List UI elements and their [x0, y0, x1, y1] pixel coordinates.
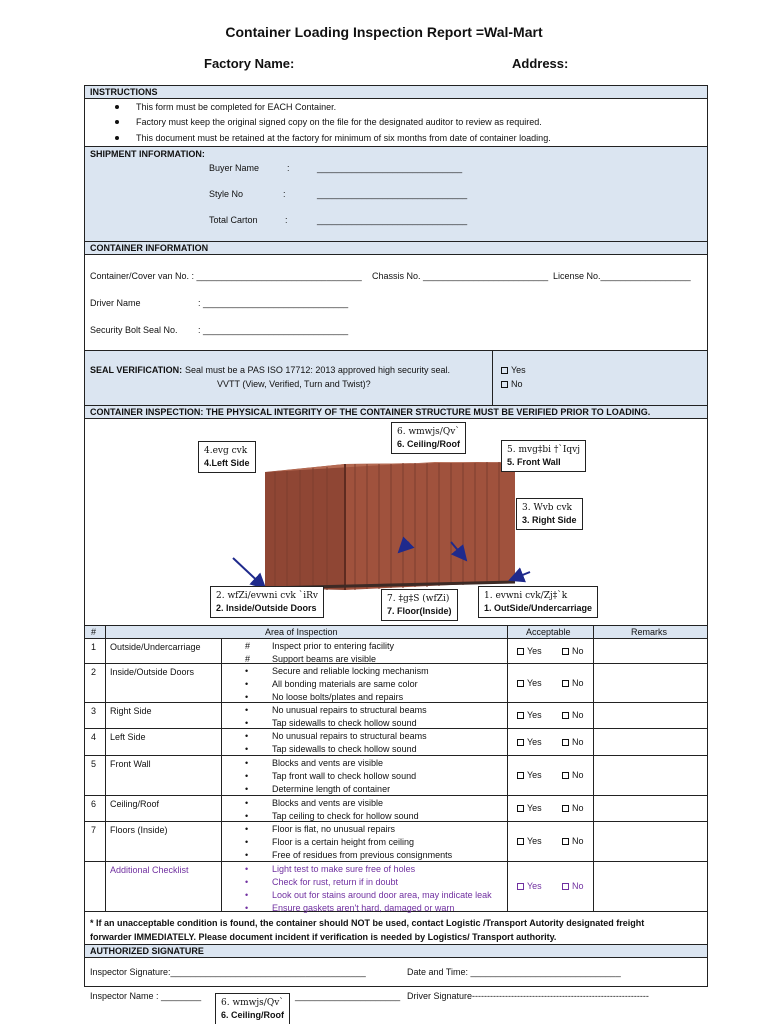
item-marker: •: [245, 758, 249, 768]
row-number: 3: [91, 706, 97, 716]
item-marker: •: [245, 811, 249, 821]
note-line-2: forwarder IMMEDIATELY. Please document incident if verification is needed by Logistics/ Transport authority.: [90, 932, 557, 942]
inspector-name-line[interactable]: _____________________: [295, 991, 401, 1001]
total-carton-field[interactable]: ______________________________: [317, 215, 468, 225]
inspection-item: Tap front wall to check hollow sound: [272, 771, 417, 781]
overlay-callout-ceiling-roof: 6. wmwjs/Qv` 6. Ceiling/Roof: [215, 993, 290, 1024]
acceptable-no-checkbox[interactable]: No: [562, 803, 584, 813]
report-title: Container Loading Inspection Report =Wal-Mart: [225, 24, 543, 40]
remarks-cell[interactable]: [594, 664, 707, 703]
remarks-cell[interactable]: [594, 729, 707, 756]
item-marker: •: [245, 877, 249, 887]
inspection-item: Check for rust, return if in doubt: [272, 877, 399, 887]
inspection-item: Blocks and vents are visible: [272, 798, 384, 808]
field-colon: :: [285, 215, 288, 225]
row-area: Left Side: [110, 732, 146, 742]
inspection-band: [85, 406, 707, 419]
buyer-name-field[interactable]: _____________________________: [317, 163, 463, 173]
acceptable-yes-checkbox[interactable]: Yes: [517, 836, 542, 846]
table-row: [85, 703, 707, 729]
row-area: Outside/Undercarriage: [110, 642, 201, 652]
callout-left-side: 4.evg cvk 4.Left Side: [198, 441, 256, 473]
instruction-item: Factory must keep the original signed copy on the file for the designated auditor to review as required.: [136, 117, 542, 127]
address-label: Address:: [512, 56, 569, 71]
inspection-item: Tap ceiling to check for hollow sound: [272, 811, 419, 821]
inspection-item: Tap sidewalls to check hollow sound: [272, 744, 417, 754]
signature-band: [85, 944, 707, 958]
table-row: [85, 664, 707, 703]
total-carton-label: Total Carton: [209, 215, 258, 225]
bullet: [115, 120, 119, 124]
acceptable-no-checkbox[interactable]: No: [562, 646, 584, 656]
seal-section: [85, 351, 707, 406]
security-bolt-label: Security Bolt Seal No.: [90, 325, 178, 335]
chassis-field[interactable]: Chassis No. _________________________: [372, 271, 549, 281]
acceptable-no-checkbox[interactable]: No: [562, 678, 584, 688]
acceptable-no-checkbox[interactable]: No: [562, 710, 584, 720]
row-number: 5: [91, 759, 97, 769]
inspection-item: Tap sidewalls to check hollow sound: [272, 718, 417, 728]
driver-signature-field[interactable]: Driver Signature-----------------------------------------------------------: [407, 991, 649, 1001]
field-colon: :: [283, 189, 286, 199]
row-area: Right Side: [110, 706, 152, 716]
item-marker: •: [245, 837, 249, 847]
table-row: [85, 756, 707, 796]
remarks-cell[interactable]: [594, 796, 707, 822]
callout-ceiling-roof: 6. wmwjs/Qv` 6. Ceiling/Roof: [391, 422, 466, 454]
driver-name-label: Driver Name: [90, 298, 141, 308]
acceptable-no-checkbox[interactable]: No: [562, 770, 584, 780]
acceptable-yes-checkbox[interactable]: Yes: [517, 770, 542, 780]
instructions-title: INSTRUCTIONS: [90, 87, 158, 97]
row-number: 4: [91, 732, 97, 742]
item-marker: •: [245, 666, 249, 676]
security-bolt-field[interactable]: : _____________________________: [198, 325, 349, 335]
item-marker: •: [245, 903, 249, 913]
row-number: 2: [91, 667, 97, 677]
row-number: 6: [91, 799, 97, 809]
item-marker: •: [245, 705, 249, 715]
acceptable-yes-checkbox[interactable]: Yes: [517, 710, 542, 720]
seal-label: SEAL VERIFICATION:: [90, 365, 183, 375]
item-marker: #: [245, 654, 251, 664]
acceptable-yes-checkbox[interactable]: Yes: [517, 646, 542, 656]
item-marker: •: [245, 731, 249, 741]
inspection-item: All bonding materials are same color: [272, 679, 418, 689]
field-colon: :: [287, 163, 290, 173]
cover-van-field[interactable]: Container/Cover van No. : _________________________________: [90, 271, 362, 281]
seal-text: Seal must be a PAS ISO 17712: 2013 approved high security seal.: [185, 365, 450, 375]
remarks-cell[interactable]: [594, 703, 707, 729]
instruction-item: This document must be retained at the factory for minimum of six months from date of container loading.: [136, 133, 551, 143]
callout-right-side: 3. Wvb cvk 3. Right Side: [516, 498, 583, 530]
bullet: [115, 105, 119, 109]
header-acceptable: Acceptable: [526, 627, 571, 637]
container-info-title: CONTAINER INFORMATION: [90, 243, 209, 253]
row-area: Front Wall: [110, 759, 151, 769]
acceptable-yes-checkbox[interactable]: Yes: [517, 881, 542, 891]
row-number: 7: [91, 825, 97, 835]
inspection-item: Secure and reliable locking mechanism: [272, 666, 429, 676]
item-marker: #: [245, 641, 251, 651]
callout-front-wall: 5. mvg‡bi †`Iqvj 5. Front Wall: [501, 440, 586, 472]
seal-no-checkbox[interactable]: No: [501, 379, 523, 389]
row-number: 1: [91, 642, 97, 652]
factory-name-label: Factory Name:: [204, 56, 295, 71]
callout-doors: 2. wfZi/evwni cvk `iRv 2. Inside/Outside Doors: [210, 586, 324, 618]
shipment-section: [85, 147, 707, 242]
inspection-item: Support beams are visible: [272, 654, 377, 664]
acceptable-yes-checkbox[interactable]: Yes: [517, 737, 542, 747]
item-marker: •: [245, 890, 249, 900]
container-info-band: [85, 242, 707, 255]
inspection-item: Floor is a certain height from ceiling: [272, 837, 415, 847]
row-area: Ceiling/Roof: [110, 799, 160, 809]
callout-outside-undercarriage: 1. evwni cvk/Zj‡`k 1. OutSide/Undercarriage: [478, 586, 598, 618]
acceptable-yes-checkbox[interactable]: Yes: [517, 678, 542, 688]
table-row: [85, 729, 707, 756]
item-marker: •: [245, 679, 249, 689]
driver-name-field[interactable]: : _____________________________: [198, 298, 349, 308]
shipment-title: SHIPMENT INFORMATION:: [90, 149, 205, 159]
acceptable-no-checkbox[interactable]: No: [562, 737, 584, 747]
acceptable-no-checkbox[interactable]: No: [562, 881, 584, 891]
item-marker: •: [245, 850, 249, 860]
callout-floor: 7. ‡g‡S (wfZi) 7. Floor(Inside): [381, 589, 458, 621]
header-area: Area of Inspection: [265, 627, 338, 637]
seal-question: VVTT (View, Verified, Turn and Twist)?: [217, 379, 371, 389]
item-marker: •: [245, 824, 249, 834]
table-row: [85, 796, 707, 822]
inspection-form: [84, 85, 708, 1020]
inspection-item: No unusual repairs to structural beams: [272, 705, 427, 715]
row-area: Inside/Outside Doors: [110, 667, 195, 677]
table-row: [85, 862, 707, 912]
item-marker: •: [245, 744, 249, 754]
inspector-signature-field[interactable]: Inspector Signature:_______________________________________: [90, 967, 366, 977]
seal-yes-checkbox[interactable]: Yes: [501, 365, 526, 375]
style-no-field[interactable]: ______________________________: [317, 189, 468, 199]
instruction-item: This form must be completed for EACH Container.: [136, 102, 337, 112]
bullet: [115, 136, 119, 140]
inspection-title: CONTAINER INSPECTION: THE PHYSICAL INTEGRITY OF THE CONTAINER STRUCTURE MUST BE VERIFIED PRIOR TO LOADING.: [90, 407, 651, 417]
note-line-1: * If an unacceptable condition is found, the container should NOT be used, contact Logistic /Transport Autority designated freight: [90, 918, 645, 928]
instructions-band: [85, 86, 707, 99]
item-marker: •: [245, 864, 249, 874]
inspection-item: No unusual repairs to structural beams: [272, 731, 427, 741]
table-row: [85, 639, 707, 664]
inspection-item: No loose bolts/plates and repairs: [272, 692, 404, 702]
inspection-item: Ensure gaskets aren't hard, damaged or warn: [272, 903, 455, 913]
buyer-name-label: Buyer Name: [209, 163, 260, 173]
date-time-field[interactable]: Date and Time: ______________________________: [407, 967, 621, 977]
inspection-item: Floor is flat, no unusual repairs: [272, 824, 396, 834]
table-header: [85, 625, 707, 639]
inspection-item: Determine length of container: [272, 784, 391, 794]
item-marker: •: [245, 798, 249, 808]
remarks-cell[interactable]: [594, 862, 707, 912]
inspection-item: Free of residues from previous consignments: [272, 850, 453, 860]
inspection-item: Light test to make sure free of holes: [272, 864, 416, 874]
remarks-cell[interactable]: [594, 756, 707, 796]
inspection-item: Blocks and vents are visible: [272, 758, 384, 768]
header-remarks: Remarks: [631, 627, 668, 637]
acceptable-yes-checkbox[interactable]: Yes: [517, 803, 542, 813]
container-box: [265, 462, 515, 590]
license-field[interactable]: License No.__________________: [553, 271, 691, 281]
remarks-cell[interactable]: [594, 639, 707, 664]
item-marker: •: [245, 692, 249, 702]
item-marker: •: [245, 771, 249, 781]
inspection-item: Look out for stains around door area, may indicate leak: [272, 890, 492, 900]
item-marker: •: [245, 784, 249, 794]
inspector-name-field[interactable]: Inspector Name : ________: [90, 991, 202, 1001]
row-area: Floors (Inside): [110, 825, 168, 835]
row-area: Additional Checklist: [110, 865, 189, 875]
style-no-label: Style No: [209, 189, 244, 199]
signature-title: AUTHORIZED SIGNATURE: [90, 946, 204, 956]
remarks-cell[interactable]: [594, 822, 707, 862]
header-num: #: [91, 627, 97, 637]
acceptable-no-checkbox[interactable]: No: [562, 836, 584, 846]
item-marker: •: [245, 718, 249, 728]
inspection-item: Inspect prior to entering facility: [272, 641, 395, 651]
table-row: [85, 822, 707, 862]
